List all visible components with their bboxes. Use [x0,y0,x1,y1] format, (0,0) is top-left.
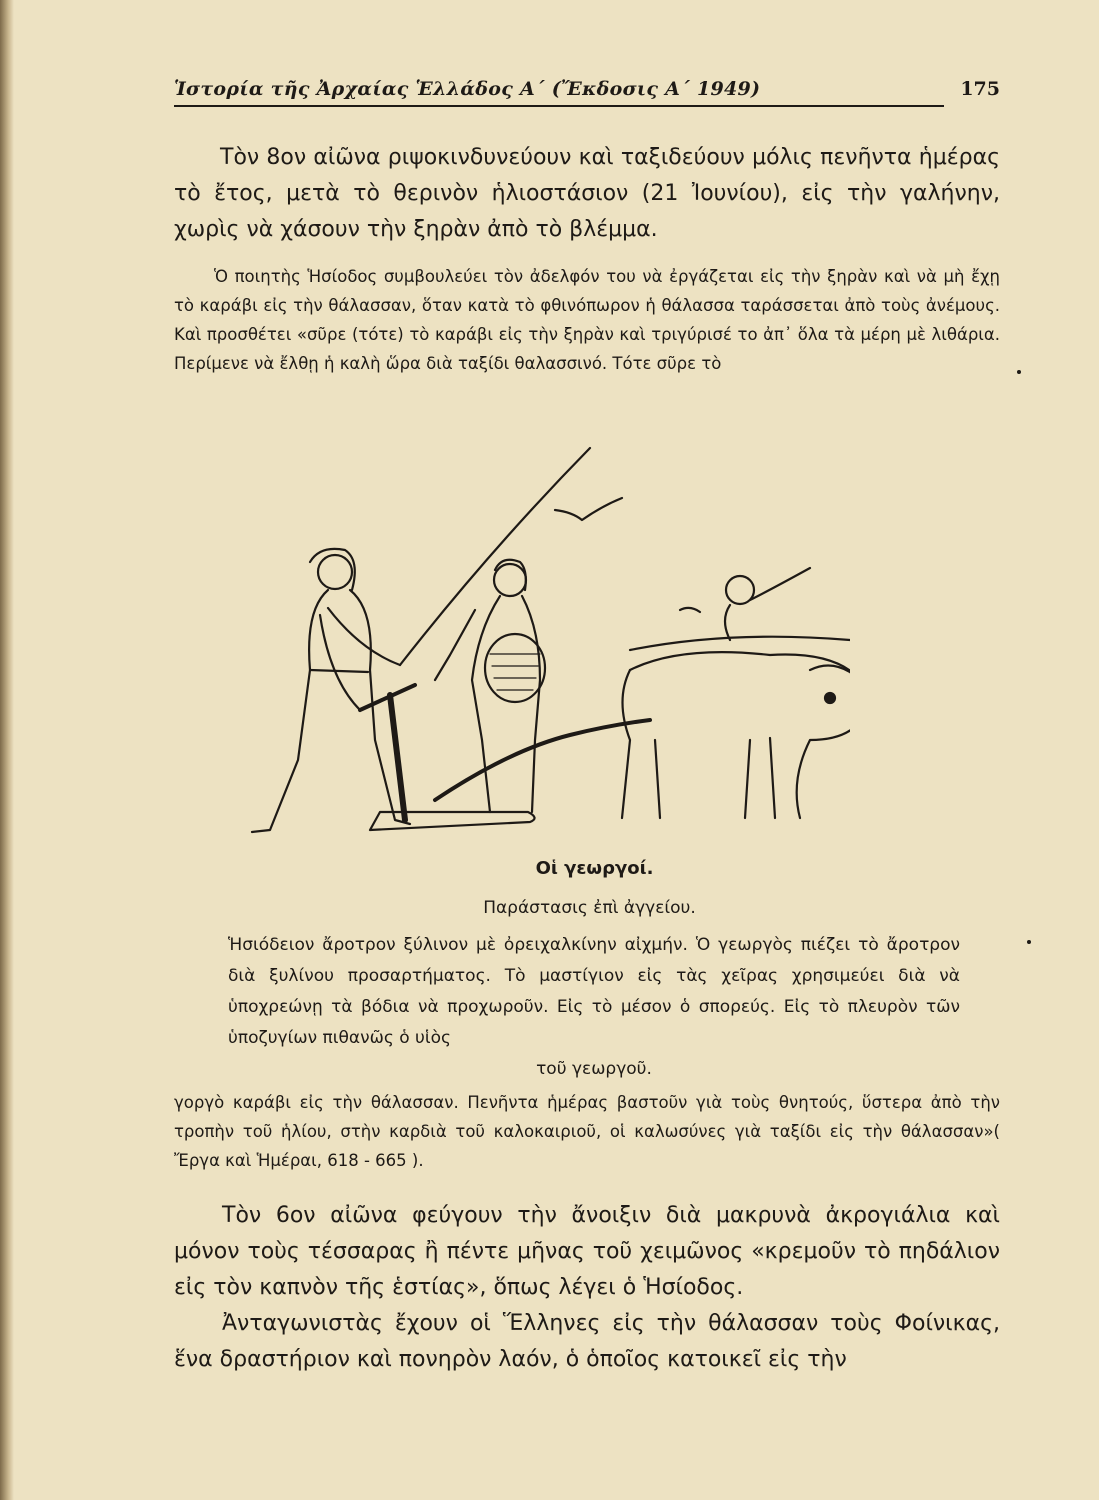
page-speck [1027,940,1031,944]
farmers-illustration [210,440,850,840]
figure-subtitle: Παράστασις ἐπὶ ἀγγείου. [483,898,696,918]
farmer-head [318,555,352,589]
sower-head [494,564,526,596]
header-rule [174,105,944,107]
hesiod-quote-part-1: Ὁ ποιητὴς Ἡσίοδος συμβουλεύει τὸν ἀδελφόν του νὰ ἐργάζεται εἰς τὴν ξηρὰν καὶ νὰ μὴ ἔχῃ τὸ καράβι εἰς τὴν θάλασσαν, ὅταν κατὰ τὸ φθινόπωρον ἡ θάλασσα ταράσσεται ἀπὸ τοὺς ἀνέμους. Καὶ προσθέτει «σῦρε (τότε) τὸ καράβι εἰς τὴν ξηρὰν καὶ τριγύρισέ το ἀπ᾽ ὅλα τὰ μέρη μὲ λιθάρια. Περίμενε νὰ ἔλθῃ ἡ καλὴ ὥρα διὰ ταξίδι θαλασσινό. Τότε σῦρε τὸ [174,267,1000,373]
page-header [174,78,1000,104]
running-title: Ἱστορία τῆς Ἀρχαίας Ἑλλάδος Α΄ (Ἔκδοσις Α΄ 1949) [174,78,761,100]
paragraph-sixth-century: Τὸν 6ον αἰῶνα φεύγουν τὴν ἄνοιξιν διὰ μακρυνὰ ἀκρογιάλια καὶ μόνον τοὺς τέσσαρας ἢ πέντε μῆνας τοῦ χειμῶνος «κρεμοῦν τὸ πηδάλιον εἰς τὸν καπνὸν τῆς ἑστίας», ὅπως λέγει ὁ Ἡσίοδος. [174,1203,1000,1300]
page-number: 175 [960,78,1000,100]
paragraph-phoenicians: Ἀνταγωνιστὰς ἔχουν οἱ Ἕλληνες εἰς τὴν θάλασσαν τοὺς Φοίνικας, ἕνα δραστήριον καὶ πονηρὸν λαόν, ὁ ὁποῖος κατοικεῖ εἰς τὴν [174,1311,1000,1372]
ox-back [630,652,850,818]
page-speck [1017,370,1021,374]
figure-title: Οἱ γεωργοί. [535,858,654,879]
figure-note-text: Ἡσιόδειον ἄροτρον ξύλινον μὲ ὀρειχαλκίνην αἰχμήν. Ὁ γεωργὸς πιέζει τὸ ἄροτρον διὰ ξυλίνου προσαρτήματος. Τὸ μαστίγιον εἰς τὰς χεῖρας χρησιμεύει διὰ νὰ ὑποχρεώνῃ τὰ βόδια νὰ προχωροῦν. Εἰς τὸ μέσον ὁ σπορεύς. Εἰς τὸ πλευρὸν τῶν ὑποζυγίων πιθανῶς ὁ υἱὸς [228,935,960,1048]
hesiod-quote-part-2: γοργὸ καράβι εἰς τὴν θάλασσαν. Πενῆντα ἡμέρας βαστοῦν γιὰ τοὺς θνητούς, ὕστερα ἀπὸ τὴν τροπὴν τοῦ ἡλίου, στὴν καρδιὰ τοῦ καλοκαιριοῦ, οἱ καλωσύνες γιὰ ταξίδι εἰς τὴν θάλασσαν»( Ἔργα καὶ Ἡμέραι, 618 - 665 ). [174,1093,1000,1170]
yoke [630,637,850,650]
seed-basket [485,634,545,702]
paragraph-eighth-century: Τὸν 8ον αἰῶνα ριψοκινδυνεύουν καὶ ταξιδεύουν μόλις πενῆντα ἡμέρας τὸ ἔτος, μετὰ τὸ θερινὸν ἡλιοστάσιον (21 Ἰουνίου), εἰς τὴν γαλήνην, χωρὶς νὰ χάσουν τὴν ξηρὰν ἀπὸ τὸ βλέμμα. [174,145,1000,242]
book-binding-edge [0,0,14,1500]
plough-pole [435,720,650,800]
figure-note-last-line: τοῦ γεωργοῦ. [536,1059,652,1079]
bird [555,498,622,520]
whip [400,448,590,665]
figure-note [228,930,960,1085]
